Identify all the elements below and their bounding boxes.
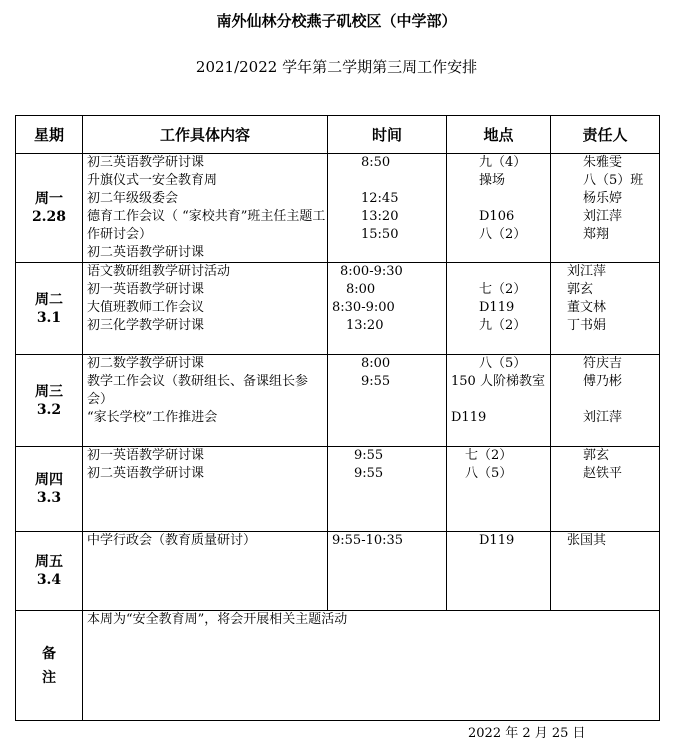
place-cell (447, 532, 551, 611)
column-header-day: 星期 (16, 116, 83, 154)
time-item: 8:50 (361, 155, 391, 170)
time-cell (328, 263, 447, 355)
time-cell (328, 154, 447, 263)
time-item: 8:30-9:00 (332, 300, 395, 315)
place-item: D119 (451, 410, 487, 425)
content-item: 初二英语教学研讨课 (87, 245, 205, 260)
time-item: 9:55 (354, 448, 384, 463)
content-item: 初一英语教学研讨课 (87, 282, 205, 297)
person-item: 符庆吉 (583, 356, 623, 371)
time-item: 8:00 (361, 356, 391, 371)
notes-text: 本周为“安全教育周”，将会开展相关主题活动 (87, 612, 348, 627)
time-cell (328, 532, 447, 611)
time-item: 9:55 (354, 466, 384, 481)
person-item: 杨乐婷 (583, 191, 623, 206)
content-item: 德育工作会议（ “家校共育”班主任主题工作研讨会） (87, 209, 326, 242)
person-cell (551, 447, 660, 532)
content-item: 语文教研组教学研讨活动 (87, 264, 231, 279)
content-cell (83, 263, 328, 355)
place-item: D119 (479, 533, 515, 548)
place-cell (447, 263, 551, 355)
day-date: 3.4 (36, 572, 62, 588)
day-label: 周一 (35, 191, 63, 207)
person-item: 傅乃彬 (583, 374, 623, 389)
notes-label: 注 (42, 669, 56, 686)
content-item: 初一英语教学研讨课 (87, 448, 205, 463)
content-item: 初三英语教学研讨课 (87, 155, 205, 170)
place-item (447, 190, 550, 208)
person-item: 刘江萍 (583, 209, 623, 224)
content-item: 教学工作会议（教研组长、备课组长参会） (87, 374, 309, 407)
place-item: D106 (479, 209, 515, 224)
person-cell (551, 355, 660, 447)
place-item: 八（5） (465, 466, 513, 481)
day-date: 3.1 (36, 309, 62, 326)
page-subtitle: 2021/2022 学年第二学期第三周工作安排 (195, 58, 478, 76)
day-label: 周四 (35, 472, 63, 488)
person-cell (551, 263, 660, 355)
person-item: 朱雅雯 (583, 155, 623, 170)
place-item: 操场 (479, 173, 506, 188)
table-row (16, 447, 660, 532)
day-cell (16, 447, 83, 532)
day-date: 3.2 (36, 401, 62, 418)
content-item: 中学行政会（教育质量研讨） (87, 533, 257, 548)
notes-label: 备 (42, 645, 56, 662)
person-cell (551, 154, 660, 263)
content-item: 初二英语教学研讨课 (87, 466, 205, 481)
page-title: 南外仙林分校燕子矶校区（中学部） (216, 12, 457, 30)
content-item: 初三化学教学研讨课 (87, 318, 205, 333)
place-item: 150 人阶梯教室 (451, 374, 545, 389)
person-item: 张国其 (567, 533, 607, 548)
table-row (16, 154, 660, 263)
time-item: 15:50 (361, 227, 399, 242)
content-item: 升旗仪式一安全教育周 (87, 173, 218, 188)
time-item: 12:45 (361, 191, 399, 206)
table-row (16, 532, 660, 611)
person-item: 董文林 (567, 300, 607, 315)
time-item (328, 172, 446, 190)
place-item: 七（2） (465, 448, 513, 463)
notes-cell (83, 611, 660, 721)
notes-label-cell (16, 611, 83, 721)
place-item: 九（2） (479, 318, 527, 333)
content-item: “家长学校”工作推进会 (87, 410, 218, 425)
place-cell (447, 154, 551, 263)
day-cell (16, 532, 83, 611)
place-item: 七（2） (479, 282, 527, 297)
person-item: 郭玄 (567, 282, 594, 297)
day-label: 周五 (35, 554, 63, 570)
time-cell (328, 447, 447, 532)
day-cell (16, 154, 83, 263)
person-item: 刘江萍 (583, 410, 623, 425)
notes-row (16, 611, 660, 721)
person-item: 丁书娟 (567, 318, 607, 333)
content-cell (83, 447, 328, 532)
column-header-time: 时间 (328, 116, 447, 154)
place-item: D119 (479, 300, 515, 315)
content-item: 初二数学教学研讨课 (87, 356, 205, 371)
day-label: 周三 (35, 383, 63, 400)
content-item: 大值班教师工作会议 (87, 300, 205, 315)
place-item: 八（5） (479, 356, 527, 371)
schedule-table (15, 115, 660, 721)
time-item: 8:00 (346, 282, 376, 297)
time-item: 9:55-10:35 (332, 533, 404, 548)
content-cell (83, 154, 328, 263)
time-item: 8:00-9:30 (340, 264, 403, 279)
day-cell (16, 355, 83, 447)
time-item: 13:20 (361, 209, 399, 224)
column-header-person: 责任人 (551, 116, 660, 154)
place-cell (447, 355, 551, 447)
time-item: 9:55 (361, 374, 391, 389)
place-item: 九（4） (479, 155, 527, 170)
content-item: 初二年级级委会 (87, 191, 179, 206)
table-row (16, 355, 660, 447)
day-cell (16, 263, 83, 355)
table-header-row (16, 116, 660, 154)
time-item: 13:20 (346, 318, 384, 333)
document-date: 2022 年 2 月 25 日 (468, 726, 586, 741)
person-item: 赵铁平 (583, 466, 623, 481)
place-item: 八（2） (479, 227, 527, 242)
day-label: 周二 (35, 291, 63, 308)
person-item: 郑翔 (583, 227, 610, 242)
content-cell (83, 355, 328, 447)
place-item (447, 263, 550, 281)
day-date: 3.3 (36, 490, 62, 506)
table-row (16, 263, 660, 355)
time-cell (328, 355, 447, 447)
content-cell (83, 532, 328, 611)
place-cell (447, 447, 551, 532)
person-item: 刘江萍 (567, 264, 607, 279)
person-item: 郭玄 (583, 448, 610, 463)
column-header-content: 工作具体内容 (83, 116, 328, 154)
person-item: 八（5）班 (583, 173, 644, 188)
column-header-place: 地点 (447, 116, 551, 154)
day-date: 2.28 (31, 209, 67, 225)
person-cell (551, 532, 660, 611)
